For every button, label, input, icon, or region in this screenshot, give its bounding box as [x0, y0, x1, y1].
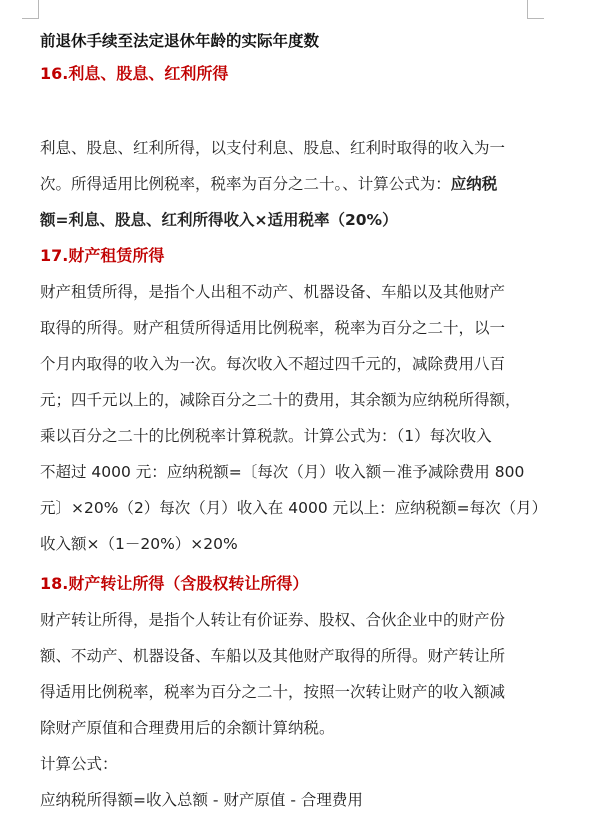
page-corner-mark-right: [527, 0, 544, 19]
formula-line: 额=利息、股息、红利所得收入×适用税率（20%）: [40, 211, 398, 229]
paragraph-line: [40, 166, 585, 202]
formula-label: 应纳税: [450, 175, 498, 193]
paragraph-line: 额、不动产、机器设备、车船以及其他财产取得的所得。财产转让所: [40, 647, 506, 665]
paragraph-line: 元〕×20%（2）每次（月）收入在 4000 元以上：应纳税额=每次（月）: [40, 499, 548, 517]
paragraph-text: 次。所得适用比例税率，税率为百分之二十。、计算公式为：: [40, 175, 451, 193]
paragraph-line: 除财产原值和合理费用后的余额计算纳税。: [40, 719, 335, 737]
paragraph-line: 取得的所得。财产租赁所得适用比例税率，税率为百分之二十，以一: [40, 319, 506, 337]
blank-line: [40, 92, 585, 128]
paragraph-line: 利息、股息、红利所得，以支付利息、股息、红利时取得的收入为一: [40, 139, 506, 157]
section-18-heading: 18.财产转让所得（含股权转让所得）: [40, 574, 309, 593]
formula-line: 应纳税所得额=收入总额 - 财产原值 - 合理费用: [40, 791, 363, 809]
section-16-heading: 16.利息、股息、红利所得: [40, 64, 229, 83]
paragraph-line: 元；四千元以上的，减除百分之二十的费用，其余额为应纳税所得额，: [40, 391, 521, 409]
formula-label-line: 计算公式：: [40, 755, 118, 773]
paragraph-line: 个月内取得的收入为一次。每次收入不超过四千元的，减除费用八百: [40, 355, 506, 373]
paragraph-line: 得适用比例税率，税率为百分之二十，按照一次转让财产的收入额减: [40, 683, 506, 701]
page-corner-mark-left: [22, 0, 39, 19]
paragraph-line: 不超过 4000 元：应纳税额=〔每次（月）收入额－准予减除费用 800: [40, 463, 525, 481]
document-body: [40, 26, 585, 818]
section-17-heading: 17.财产租赁所得: [40, 246, 165, 265]
carryover-line: 前退休手续至法定退休年龄的实际年度数: [40, 32, 320, 50]
paragraph-line: 财产租赁所得，是指个人出租不动产、机器设备、车船以及其他财产: [40, 283, 506, 301]
paragraph-line: 收入额×（1－20%）×20%: [40, 535, 238, 553]
paragraph-line: 财产转让所得，是指个人转让有价证券、股权、合伙企业中的财产份: [40, 611, 506, 629]
paragraph-line: 乘以百分之二十的比例税率计算税款。计算公式为：（1）每次收入: [40, 427, 492, 445]
